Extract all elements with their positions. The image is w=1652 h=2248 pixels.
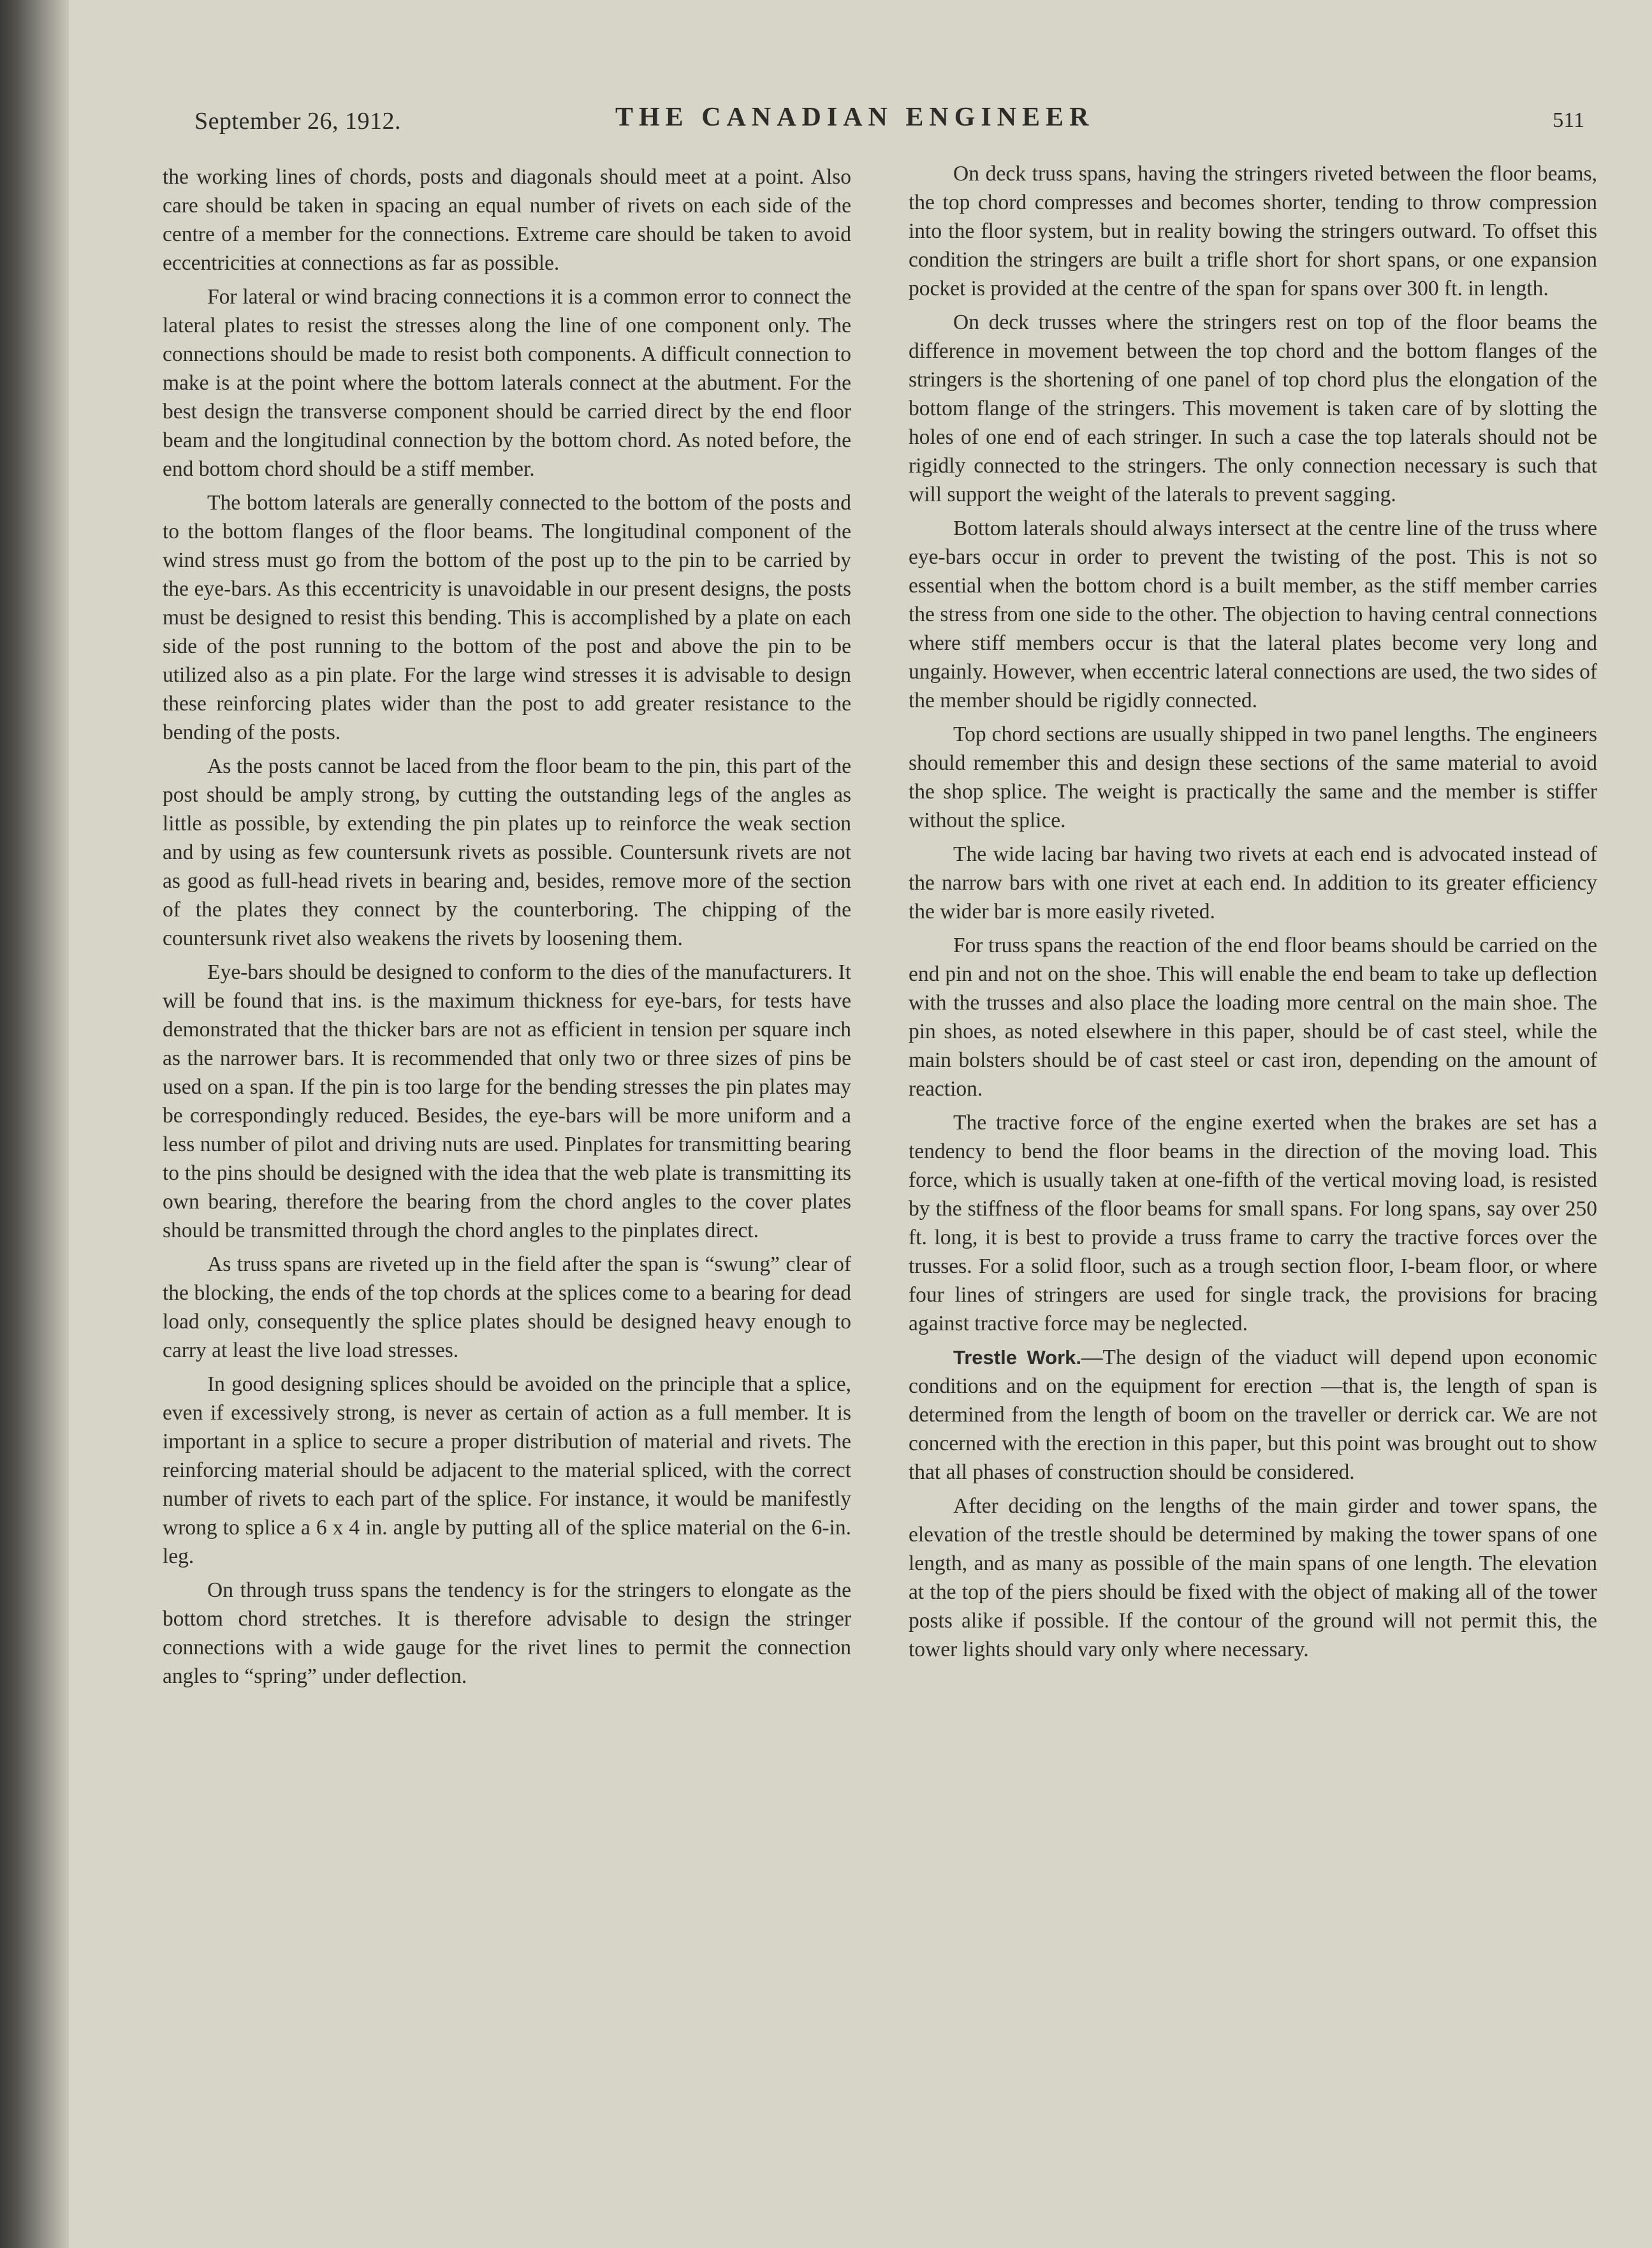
left-column <box>163 163 851 1696</box>
paragraph: As truss spans are riveted up in the field after the span is “swung” clear of the blocking, the ends of the top chords at the splices come to a bearing for dead load only, consequently the splice plates should be designed heavy enough to carry at least the live load stresses. <box>163 1253 851 1362</box>
paragraph: On deck truss spans, having the stringers riveted between the floor beams, the top chord compresses and becomes shorter, tending to throw compression into the floor system, but in reality bowing the stringers outward. To offset this condition the stringers are built a trifle short for short spans, or one expansion pocket is provided at the centre of the span for spans over 300 ft. in length. <box>909 162 1597 300</box>
trestle-text: —The design of the viaduct will depend upon economic conditions and on the equipment for erection —that is, the length of span is determined from the length of boom on the traveller or derrick car. We are not concerned with the erection in this paper, but this point was brought out to show that all phases of construction should be considered. <box>909 1346 1597 1484</box>
issue-date: September 26, 1912. <box>194 108 402 135</box>
paragraph: Top chord sections are usually shipped in two panel lengths. The engineers should remember this and design these sections of the same material to avoid the shop splice. The weight is practically the same and the member is stiffer without the splice. <box>909 723 1597 832</box>
book-gutter-shadow <box>0 0 69 2248</box>
paragraph: On through truss spans the tendency is for the stringers to elongate as the bottom chord stretches. It is therefore advisable to design the stringer connections with a wide gauge for the rivet lines to permit the connection angles to “spring” under deflection. <box>163 1578 851 1688</box>
section-heading: Trestle Work. <box>953 1346 1082 1369</box>
trestle-paragraph <box>909 1343 1597 1487</box>
paragraph: Bottom laterals should always intersect at the centre line of the truss where eye-bars occur in order to prevent the twisting of the post. This is not so essential when the bottom chord is a built member, as the stiff member carries the stress from one side to the other. The objection to having central connections where stiff members occur is that the lateral plates become very long and ungainly. However, when eccentric lateral connections are used, the two sides of the member should be rigidly connected. <box>909 517 1597 712</box>
paragraph: the working lines of chords, posts and diagonals should meet at a point. Also care should be taken in spacing an equal number of rivets on each side of the centre of a member for the connections. Extreme care should be taken to avoid eccentricities at connections as far as possible. <box>163 165 851 275</box>
paragraph: As the posts cannot be laced from the floor beam to the pin, this part of the post should be amply strong, by cutting the outstanding legs of the angles as little as possible, by extending the pin plates up to reinforce the weak section and by using as few countersunk rivets as possible. Countersunk rivets are not as good as full-head rivets in bearing and, besides, remove more of the section of the plates they connect by the counterboring. The chipping of the countersunk rivet also weakens the rivets by loosening them. <box>163 754 851 950</box>
paragraph: In good designing splices should be avoided on the principle that a splice, even if excessively strong, is never as certain of action as a full member. It is important in a splice to secure a proper distribution of material and rivets. The reinforcing material should be adjacent to the material spliced, with the correct number of rivets to each part of the splice. For instance, it would be manifestly wrong to splice a 6 x 4 in. angle by putting all of the splice material on the 6-in. leg. <box>163 1372 851 1568</box>
paragraph: The tractive force of the engine exerted when the brakes are set has a tendency to bend the floor beams in the direction of the moving load. This force, which is usually taken at one-fifth of the vertical moving load, is resisted by the stiffness of the floor beams for small spans. For long spans, say over 250 ft. long, it is best to provide a truss frame to carry the tractive forces over the trusses. For a solid floor, such as a trough section floor, I-beam floor, or where four lines of stringers are used for single track, the provisions for bracing against tractive force may be neglected. <box>909 1111 1597 1335</box>
paragraph: For lateral or wind bracing connections it is a common error to connect the lateral plates to resist the stresses along the line of one component only. The connections should be made to resist both components. A difficult connection to make is at the point where the bottom laterals connect at the abutment. For the best design the transverse component should be carried direct by the end floor beam and the longitudinal connection by the bottom chord. As noted before, the end bottom chord should be a stiff member. <box>163 285 851 481</box>
page-header <box>194 102 1584 147</box>
paragraph: The bottom laterals are generally connected to the bottom of the posts and to the bottom flanges of the floor beams. The longitudinal component of the wind stress must go from the bottom of the post up to the pin to be carried by the eye-bars. As this eccentricity is unavoidable in our present designs, the posts must be designed to resist this bending. This is accomplished by a plate on each side of the post running to the bottom of the post and above the pin to be utilized also as a pin plate. For the large wind stresses it is advisable to design these reinforcing plates wider than the post to add greater resistance to the bending of the posts. <box>163 491 851 744</box>
paragraph: On deck trusses where the stringers rest on top of the floor beams the difference in movement between the top chord and the bottom flanges of the stringers is the shortening of one panel of top chord plus the elongation of the bottom flange of the stringers. This movement is taken care of by slotting the holes of one end of each stringer. In such a case the top laterals should not be rigidly connected to the stringers. The only connection necessary is such that will support the weight of the laterals to prevent sagging. <box>909 311 1597 506</box>
right-column <box>909 159 1597 1669</box>
paragraph: The wide lacing bar having two rivets at each end is advocated instead of the narrow bars with one rivet at each end. In addition to its greater efficiency the wider bar is more easily riveted. <box>909 842 1597 923</box>
paragraph: For truss spans the reaction of the end floor beams should be carried on the end pin and not on the shoe. This will enable the end beam to take up deflection with the trusses and also place the loading more central on the main shoe. The pin shoes, as noted elsewhere in this paper, should be of cast steel, while the main bolsters should be of cast steel or cast iron, depending on the amount of reaction. <box>909 934 1597 1101</box>
page-number: 511 <box>1553 108 1584 132</box>
journal-title: THE CANADIAN ENGINEER <box>615 103 1095 132</box>
paragraph: After deciding on the lengths of the main girder and tower spans, the elevation of the trestle should be determined by making the tower spans of one length, and as many as possible of the main spans of one length. The elevation at the top of the piers should be fixed with the object of making all of the tower posts alike if possible. If the contour of the ground will not permit this, the tower lights should vary only where necessary. <box>909 1494 1597 1661</box>
paragraph: Eye-bars should be designed to conform to the dies of the manufacturers. It will be found that ins. is the maximum thickness for eye-bars, for tests have demonstrated that the thicker bars are not as efficient in tension per square inch as the narrower bars. It is recommended that only two or three sizes of pins be used on a span. If the pin is too large for the bending stresses the pin plates may be correspondingly reduced. Besides, the eye-bars will be more uniform and a less number of pilot and driving nuts are used. Pinplates for transmitting bearing to the pins should be designed with the idea that the web plate is transmitting its own bearing, therefore the bearing from the chord angles to the cover plates should be transmitted through the chord angles to the pinplates direct. <box>163 960 851 1242</box>
